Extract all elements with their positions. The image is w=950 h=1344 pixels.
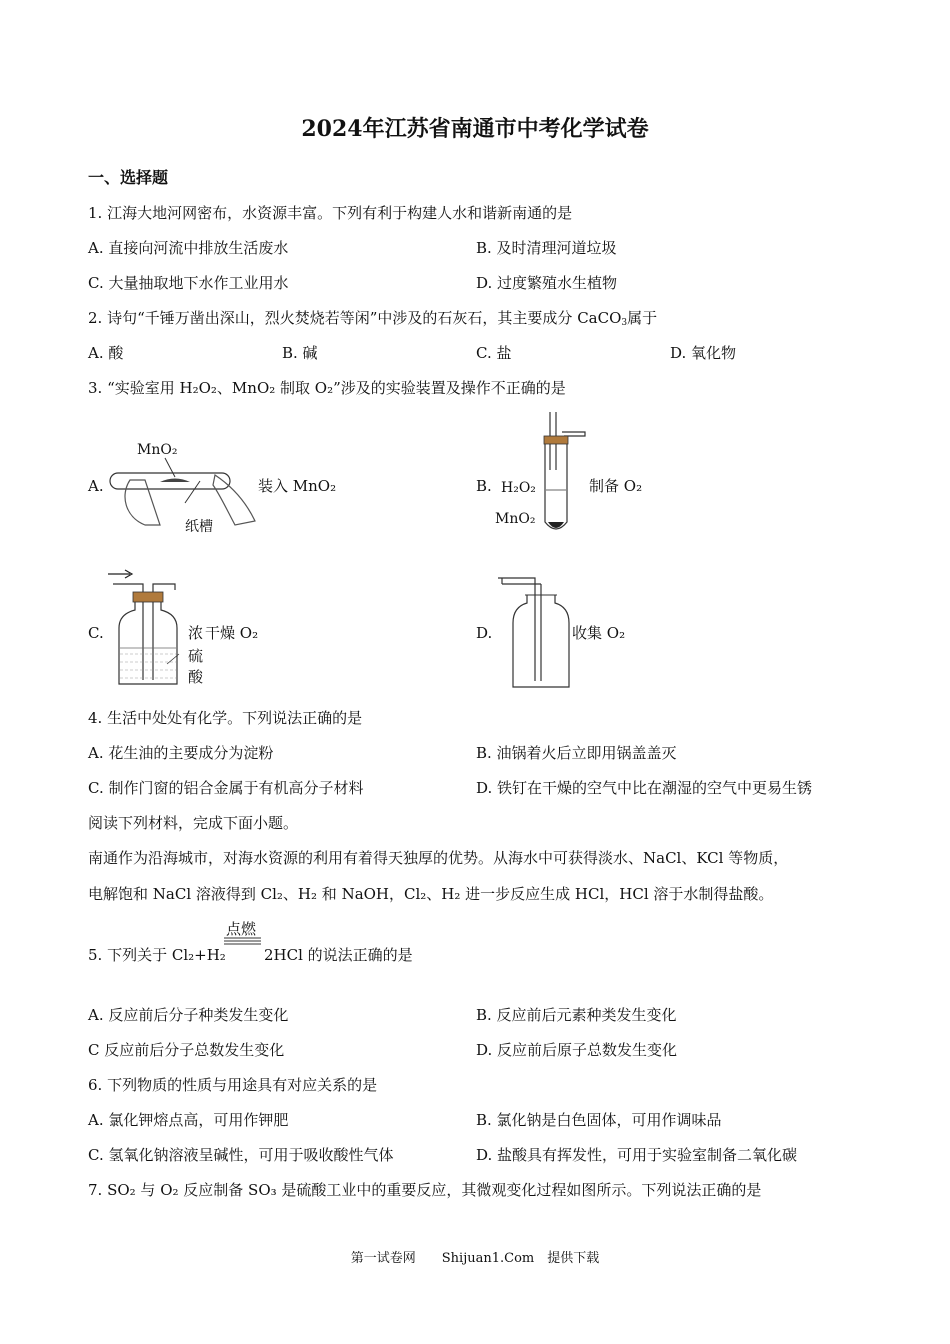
figure-d-caption: 收集 O₂ — [572, 624, 626, 642]
generator-tube-figure — [530, 410, 590, 540]
figure-c-acid-label-3: 酸 — [188, 668, 204, 686]
figure-c-caption: 干燥 O₂ — [205, 624, 259, 642]
question-2-stem-end: 属于 — [627, 309, 658, 327]
question-1-option-d: D. 过度繁殖水生植物 — [476, 274, 618, 292]
question-6-option-c: C. 氢氧化钠溶液呈碱性，可用于吸收酸性气体 — [88, 1146, 394, 1164]
question-6-option-b: B. 氯化钠是白色固体，可用作调味品 — [476, 1111, 722, 1129]
question-2-stem-subscript: 3 — [621, 318, 628, 328]
question-6-option-a: A. 氯化钾熔点高，可用作钾肥 — [88, 1111, 289, 1129]
figure-c-label: C. — [88, 624, 104, 642]
question-2-option-d: D. 氧化物 — [670, 344, 737, 362]
figure-a-mno2-label: MnO₂ — [137, 442, 178, 458]
reading-intro: 阅读下列材料，完成下面小题。 — [88, 814, 299, 832]
question-2-option-a: A. 酸 — [88, 344, 124, 362]
question-4-stem: 4. 生活中处处有化学。下列说法正确的是 — [88, 709, 363, 727]
reaction-condition: 点燃 — [226, 920, 257, 938]
figure-a-paper-label: 纸槽 — [185, 519, 213, 535]
collecting-bottle-figure — [495, 575, 575, 690]
question-5-option-d: D. 反应前后原子总数发生变化 — [476, 1041, 678, 1059]
figure-b-caption: 制备 O₂ — [589, 477, 643, 495]
gas-washing-bottle-figure — [105, 568, 185, 690]
page-title: 2024年江苏省南通市中考化学试卷 — [301, 116, 649, 142]
question-6-option-d: D. 盐酸具有挥发性，可用于实验室制备二氧化碳 — [476, 1146, 798, 1164]
question-5-option-c: C 反应前后分子总数发生变化 — [88, 1041, 285, 1059]
figure-c-acid-label-2: 硫 — [188, 647, 204, 665]
question-2-option-b: B. 碱 — [282, 344, 318, 362]
figure-d-label: D. — [476, 624, 493, 642]
question-2-option-c: C. 盐 — [476, 344, 512, 362]
question-2-stem-text: 2. 诗句“千锤万凿出深山，烈火焚烧若等闲”中涉及的石灰石，其主要成分 CaCO — [88, 309, 622, 327]
question-5-stem-start: 5. 下列关于 Cl₂+H₂ — [88, 946, 226, 964]
question-3-stem: 3. “实验室用 H₂O₂、MnO₂ 制取 O₂”涉及的实验装置及操作不正确的是 — [88, 379, 566, 397]
figure-b-label: B. — [476, 477, 492, 495]
question-5-option-a: A. 反应前后分子种类发生变化 — [88, 1006, 289, 1024]
reaction-equals-sign — [224, 937, 262, 945]
question-6-stem: 6. 下列物质的性质与用途具有对应关系的是 — [88, 1076, 378, 1094]
question-4-option-c: C. 制作门窗的铝合金属于有机高分子材料 — [88, 779, 364, 797]
figure-b-mno2-label: MnO₂ — [495, 511, 536, 527]
question-1-stem: 1. 江海大地河网密布，水资源丰富。下列有利于构建人水和谐新南通的是 — [88, 204, 573, 222]
question-5-stem-end: 2HCl 的说法正确的是 — [264, 946, 413, 964]
figure-b-h2o2-label: H₂O₂ — [501, 480, 536, 496]
question-1-option-a: A. 直接向河流中排放生活废水 — [88, 239, 289, 257]
question-1-option-c: C. 大量抽取地下水作工业用水 — [88, 274, 289, 292]
page-footer: 第一试卷网 Shijuan1.Com 提供下载 — [350, 1251, 600, 1266]
figure-c-acid-label-1: 浓 — [188, 624, 204, 642]
question-1-option-b: B. 及时清理河道垃圾 — [476, 239, 617, 257]
question-4-option-d: D. 铁钉在干燥的空气中比在潮湿的空气中更易生锈 — [476, 779, 813, 797]
question-2-stem — [88, 308, 657, 333]
figure-a-caption: 装入 MnO₂ — [258, 477, 337, 495]
reading-paragraph-line-1: 南通作为沿海城市，对海水资源的利用有着得天独厚的优势。从海水中可获得淡水、NaCl、KCl 等物质， — [88, 849, 789, 867]
figure-a-label: A. — [88, 477, 104, 495]
section-heading: 一、选择题 — [88, 168, 169, 187]
question-4-option-a: A. 花生油的主要成分为淀粉 — [88, 744, 274, 762]
question-4-option-b: B. 油锅着火后立即用锅盖盖灭 — [476, 744, 677, 762]
question-5-option-b: B. 反应前后元素种类发生变化 — [476, 1006, 677, 1024]
reading-paragraph-line-2: 电解饱和 NaCl 溶液得到 Cl₂、H₂ 和 NaOH，Cl₂、H₂ 进一步反应生成 HCl，HCl 溶于水制得盐酸。 — [88, 885, 774, 903]
question-7-stem: 7. SO₂ 与 O₂ 反应制备 SO₃ 是硫酸工业中的重要反应，其微观变化过程如图所示。下列说法正确的是 — [88, 1181, 762, 1199]
